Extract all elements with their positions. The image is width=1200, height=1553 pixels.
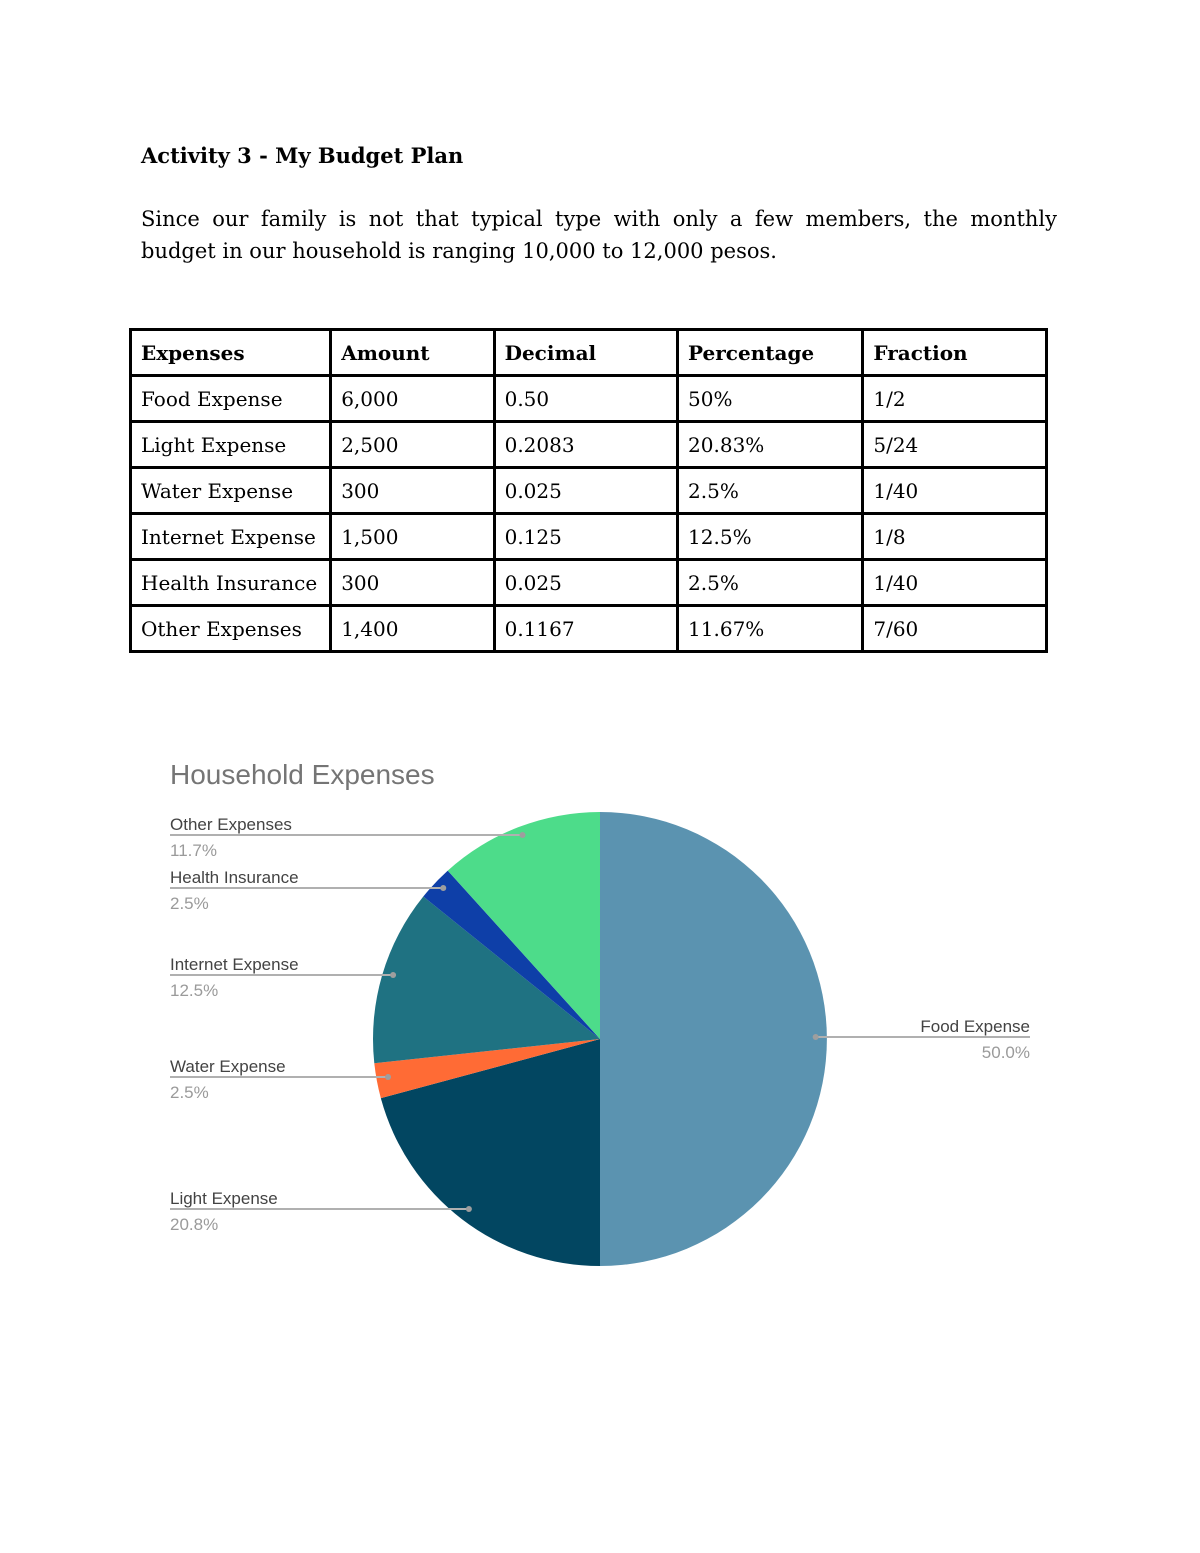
table-row xyxy=(131,468,1047,514)
slice-percent: 20.8% xyxy=(170,1215,219,1234)
table-cell: 1,500 xyxy=(331,514,494,560)
leader-dot xyxy=(520,832,526,838)
pie-slices xyxy=(373,812,827,1266)
table-cell: 12.5% xyxy=(678,514,863,560)
page-title: Activity 3 - My Budget Plan xyxy=(141,143,464,168)
table-cell: 50% xyxy=(678,376,863,422)
table-cell: 20.83% xyxy=(678,422,863,468)
table-cell: 1/40 xyxy=(863,560,1047,606)
header-amount: Amount xyxy=(331,330,494,376)
table-cell: 0.1167 xyxy=(494,606,677,652)
table-header-row xyxy=(131,330,1047,376)
slice-label: Other Expenses xyxy=(170,815,292,834)
slice-label: Light Expense xyxy=(170,1189,278,1208)
slice-label: Health Insurance xyxy=(170,868,299,887)
slice-percent: 12.5% xyxy=(170,981,219,1000)
table-cell: Food Expense xyxy=(131,376,331,422)
leader-dot xyxy=(466,1206,472,1212)
table-cell: 300 xyxy=(331,468,494,514)
table-cell: Other Expenses xyxy=(131,606,331,652)
table-cell: Light Expense xyxy=(131,422,331,468)
table-cell: 1/2 xyxy=(863,376,1047,422)
leader-dot xyxy=(385,1074,391,1080)
table-cell: 0.50 xyxy=(494,376,677,422)
slice-label: Food Expense xyxy=(920,1017,1030,1036)
slice-percent: 2.5% xyxy=(170,894,209,913)
header-percentage: Percentage xyxy=(678,330,863,376)
table-cell: 1/40 xyxy=(863,468,1047,514)
table-row xyxy=(131,606,1047,652)
leader-dot xyxy=(390,972,396,978)
leader-dot xyxy=(813,1034,819,1040)
table-cell: 2,500 xyxy=(331,422,494,468)
header-decimal: Decimal xyxy=(494,330,677,376)
slice-label: Internet Expense xyxy=(170,955,299,974)
slice-label: Water Expense xyxy=(170,1057,286,1076)
pie-slice-food-expense xyxy=(600,812,827,1266)
slice-percent: 11.7% xyxy=(170,841,217,860)
table-cell: 0.125 xyxy=(494,514,677,560)
table-cell: 2.5% xyxy=(678,560,863,606)
intro-paragraph: Since our family is not that typical type with only a few members, the monthly budget in our household is ranging 10,000 to 12,000 pesos. xyxy=(141,207,1057,263)
table-cell: 7/60 xyxy=(863,606,1047,652)
chart-title: Household Expenses xyxy=(170,759,435,790)
table-cell: 11.67% xyxy=(678,606,863,652)
slice-percent: 2.5% xyxy=(170,1083,209,1102)
budget-table xyxy=(129,328,1048,653)
table-cell: 0.2083 xyxy=(494,422,677,468)
header-fraction: Fraction xyxy=(863,330,1047,376)
table-cell: 6,000 xyxy=(331,376,494,422)
table-cell: 1/8 xyxy=(863,514,1047,560)
table-cell: 300 xyxy=(331,560,494,606)
header-expenses: Expenses xyxy=(131,330,331,376)
household-expenses-pie-chart xyxy=(160,750,1060,1290)
table-cell: 0.025 xyxy=(494,468,677,514)
slice-percent: 50.0% xyxy=(981,1043,1030,1062)
table-cell: Internet Expense xyxy=(131,514,331,560)
table-row xyxy=(131,422,1047,468)
table-cell: Health Insurance xyxy=(131,560,331,606)
table-cell: Water Expense xyxy=(131,468,331,514)
table-cell: 0.025 xyxy=(494,560,677,606)
table-row xyxy=(131,514,1047,560)
table-cell: 5/24 xyxy=(863,422,1047,468)
table-cell: 1,400 xyxy=(331,606,494,652)
leader-dot xyxy=(440,885,446,891)
table-cell: 2.5% xyxy=(678,468,863,514)
table-row xyxy=(131,376,1047,422)
table-row xyxy=(131,560,1047,606)
